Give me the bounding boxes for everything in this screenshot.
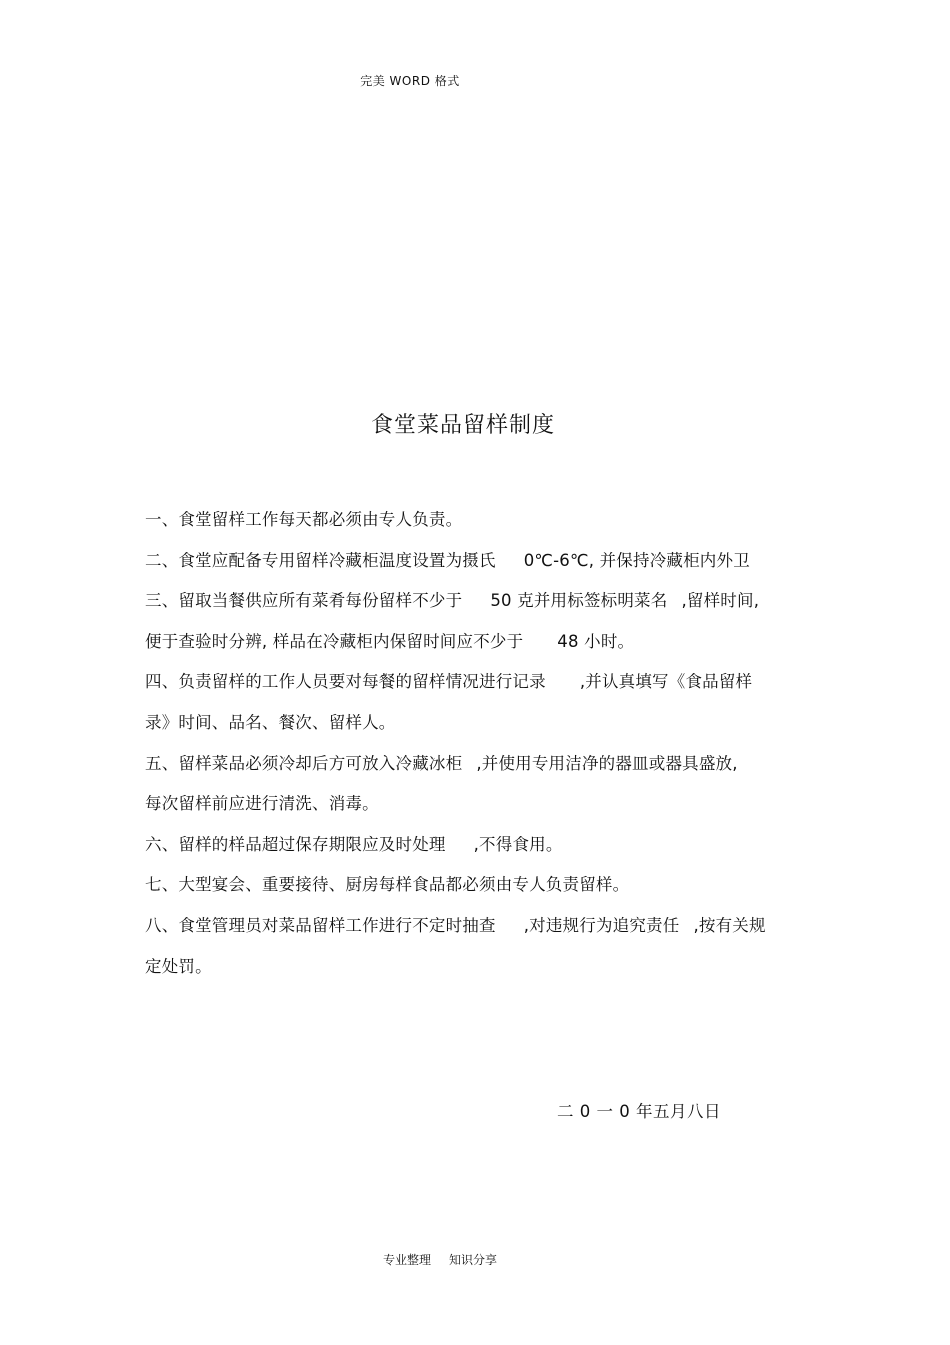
- paragraph-4: [145, 662, 815, 703]
- text-line: ,按有关规: [693, 915, 766, 935]
- text-line: 八、食堂管理员对菜品留样工作进行不定时抽查: [145, 915, 496, 935]
- page-footer: [0, 1251, 950, 1268]
- document-body: [145, 500, 815, 987]
- page-header: [0, 72, 950, 89]
- paragraph-5: [145, 744, 815, 785]
- footer-right-text: 知识分享: [449, 1253, 498, 1267]
- text-line: ,不得食用。: [473, 834, 563, 854]
- text-line: 录》时间、品名、餐次、留样人。: [145, 712, 396, 732]
- text-line: ,并使用专用洁净的器皿或器具盛放,: [476, 753, 738, 773]
- text-line: 48 小时。: [557, 631, 635, 651]
- paragraph-5-cont: [145, 784, 815, 825]
- document-date: 二 0 一 0 年五月八日: [557, 1102, 721, 1121]
- text-line: 每次留样前应进行清洗、消毒。: [145, 794, 379, 814]
- text-line: ,留样时间,: [681, 591, 760, 611]
- text-line: 0℃-6℃, 并保持冷藏柜内外卫: [523, 550, 750, 570]
- text-line: ,对违规行为追究责任: [523, 915, 680, 935]
- text-line: 五、留样菜品必须冷却后方可放入冷藏冰柜: [145, 753, 463, 773]
- paragraph-3-cont: [145, 622, 815, 663]
- text-line: 一、食堂留样工作每天都必须由专人负责。: [145, 510, 463, 529]
- text-line: 四、负责留样的工作人员要对每餐的留样情况进行记录: [145, 672, 546, 692]
- document-title: 食堂菜品留样制度: [370, 413, 555, 438]
- paragraph-1: [145, 500, 815, 541]
- paragraph-7: [145, 865, 815, 906]
- paragraph-8: [145, 906, 815, 947]
- text-line: 三、留取当餐供应所有菜肴每份留样不少于: [145, 591, 463, 611]
- text-line: 便于查验时分辨, 样品在冷藏柜内保留时间应不少于: [145, 631, 524, 651]
- text-line: 定处罚。: [145, 956, 212, 976]
- paragraph-8-cont: [145, 947, 815, 988]
- text-line: 六、留样的样品超过保存期限应及时处理: [145, 834, 446, 854]
- paragraph-6: [145, 825, 815, 866]
- footer-left-text: 专业整理: [382, 1253, 431, 1267]
- paragraph-3: [145, 581, 815, 622]
- header-text: 完美 WORD 格式: [360, 74, 460, 88]
- text-line: 七、大型宴会、重要接待、厨房每样食品都必须由专人负责留样。: [145, 875, 630, 895]
- text-line: ,并认真填写《食品留样: [579, 672, 753, 692]
- text-line: 二、食堂应配备专用留样冷藏柜温度设置为摄氏: [145, 550, 496, 570]
- paragraph-4-cont: [145, 703, 815, 744]
- paragraph-2: [145, 541, 815, 582]
- text-line: 50 克并用标签标明菜名: [490, 591, 668, 611]
